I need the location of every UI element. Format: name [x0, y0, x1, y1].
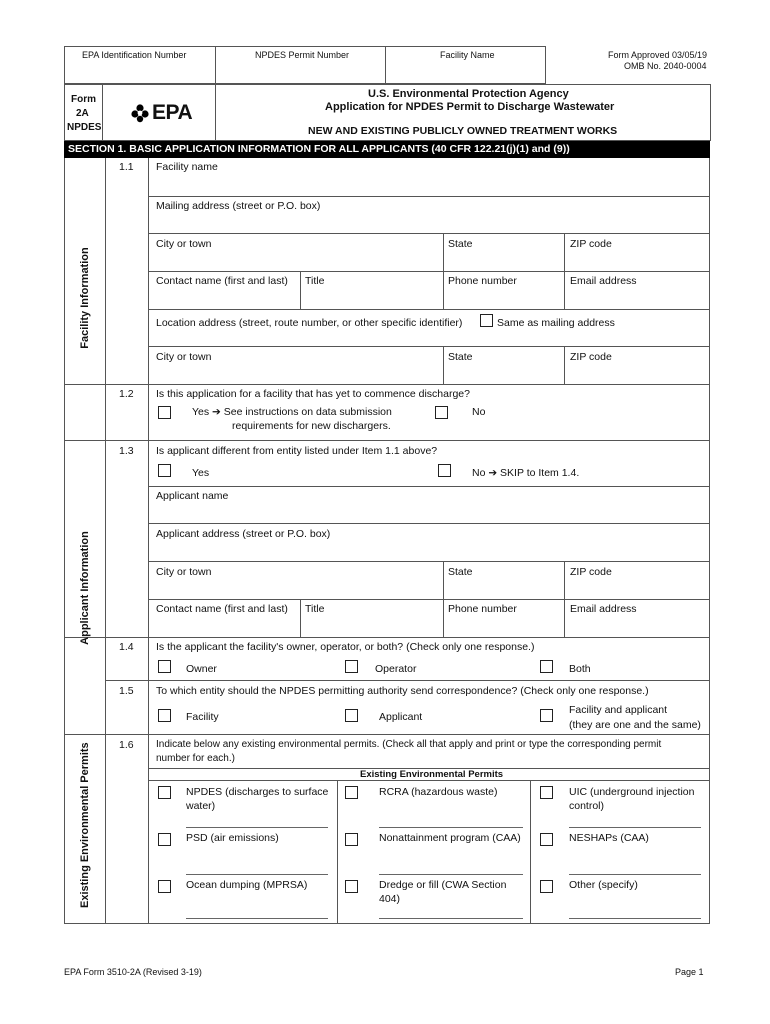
- neshaps-checkbox[interactable]: [540, 833, 553, 846]
- form-approved: Form Approved 03/05/19: [608, 50, 708, 60]
- omb-number: OMB No. 2040-0004: [624, 61, 707, 71]
- location-zip-field[interactable]: ZIP code: [570, 351, 612, 363]
- owner-label: Owner: [186, 663, 217, 675]
- side-label-applicant: Applicant Information: [79, 531, 91, 645]
- ocean-dumping-permit-number-line[interactable]: [186, 918, 328, 919]
- npdes-permit-number-line[interactable]: [186, 827, 328, 828]
- item-1-4-question: Is the applicant the facility's owner, operator, or both? (Check only one response.): [156, 641, 535, 653]
- correspondence-applicant-label: Applicant: [379, 711, 423, 723]
- neshaps-label: NESHAPs (CAA): [569, 832, 649, 844]
- nonattainment-label: Nonattainment program (CAA): [379, 832, 521, 844]
- location-city-field[interactable]: City or town: [156, 351, 212, 363]
- epa-id-label: EPA Identification Number: [82, 50, 187, 60]
- nonattainment-permit-number-line[interactable]: [379, 874, 523, 875]
- applicant-different-yes-label: Yes: [192, 467, 210, 479]
- applicant-email-field[interactable]: Email address: [570, 603, 637, 615]
- dredge-fill-label-2: 404): [379, 893, 401, 905]
- applicant-city-field[interactable]: City or town: [156, 566, 212, 578]
- item-1-6-instruction-2: number for each.): [156, 753, 235, 764]
- npdes-checkbox[interactable]: [158, 786, 171, 799]
- zip-field[interactable]: ZIP code: [570, 238, 612, 250]
- form-label-1: Form: [71, 94, 96, 105]
- permits-table-header: Existing Environmental Permits: [360, 769, 504, 780]
- rcra-permit-number-line[interactable]: [379, 827, 523, 828]
- dredge-fill-label-1: Dredge or fill (CWA Section: [379, 879, 507, 891]
- item-number-1-4: 1.4: [119, 641, 134, 653]
- npdes-permit-label: NPDES Permit Number: [255, 50, 350, 60]
- commence-yes-label-1: Yes ➔ See instructions on data submission: [192, 406, 392, 418]
- same-as-mailing-checkbox[interactable]: [480, 314, 493, 327]
- uic-permit-number-line[interactable]: [569, 827, 701, 828]
- form-label-3: NPDES: [67, 122, 102, 133]
- epa-logo-text: EPA: [152, 101, 193, 124]
- applicant-different-yes-checkbox[interactable]: [158, 464, 171, 477]
- other-permit-label: Other (specify): [569, 879, 638, 891]
- location-state-field[interactable]: State: [448, 351, 473, 363]
- applicant-state-field[interactable]: State: [448, 566, 473, 578]
- operator-checkbox[interactable]: [345, 660, 358, 673]
- operator-label: Operator: [375, 663, 417, 675]
- uic-label-1: UIC (underground injection: [569, 786, 695, 798]
- commence-no-checkbox[interactable]: [435, 406, 448, 419]
- form-label-2: 2A: [76, 108, 89, 119]
- uic-checkbox[interactable]: [540, 786, 553, 799]
- item-number-1-1: 1.1: [119, 161, 134, 173]
- item-1-3-question: Is applicant different from entity listed under Item 1.1 above?: [156, 445, 438, 457]
- correspondence-both-label-1: Facility and applicant: [569, 704, 668, 716]
- applicant-phone-field[interactable]: Phone number: [448, 603, 517, 615]
- applicant-title-field[interactable]: Title: [305, 603, 325, 615]
- dredge-fill-permit-number-line[interactable]: [379, 918, 523, 919]
- application-title: Application for NPDES Permit to Discharge Wastewater: [325, 101, 615, 113]
- item-1-2-question: Is this application for a facility that has yet to commence discharge?: [156, 388, 470, 400]
- title-field[interactable]: Title: [305, 275, 325, 287]
- ocean-dumping-checkbox[interactable]: [158, 880, 171, 893]
- commence-yes-label-2: requirements for new dischargers.: [232, 420, 391, 432]
- state-field[interactable]: State: [448, 238, 473, 250]
- correspondence-both-checkbox[interactable]: [540, 709, 553, 722]
- commence-no-label: No: [472, 406, 486, 418]
- nonattainment-checkbox[interactable]: [345, 833, 358, 846]
- epa-logo: [130, 102, 192, 124]
- applicant-contact-field[interactable]: Contact name (first and last): [156, 603, 288, 615]
- email-field[interactable]: Email address: [570, 275, 637, 287]
- footer-form-id: EPA Form 3510-2A (Revised 3-19): [64, 967, 202, 977]
- side-label-permits: Existing Environmental Permits: [79, 742, 91, 908]
- item-number-1-6: 1.6: [119, 739, 134, 751]
- agency-title: U.S. Environmental Protection Agency: [368, 88, 569, 100]
- city-field[interactable]: City or town: [156, 238, 212, 250]
- uic-label-2: control): [569, 800, 605, 812]
- dredge-fill-checkbox[interactable]: [345, 880, 358, 893]
- epa-flower-icon: [130, 103, 150, 123]
- neshaps-permit-number-line[interactable]: [569, 874, 701, 875]
- form-subtitle: NEW AND EXISTING PUBLICLY OWNED TREATMENT WORKS: [308, 125, 618, 137]
- psd-permit-number-line[interactable]: [186, 874, 328, 875]
- other-permit-number-line[interactable]: [569, 918, 701, 919]
- footer-page-number: Page 1: [675, 967, 704, 977]
- applicant-name-field[interactable]: Applicant name: [156, 490, 229, 502]
- facility-name-label: Facility Name: [440, 50, 495, 60]
- item-1-6-instruction-1: Indicate below any existing environmental permits. (Check all that apply and print or type the corresponding permit: [156, 739, 662, 750]
- correspondence-applicant-checkbox[interactable]: [345, 709, 358, 722]
- item-number-1-5: 1.5: [119, 685, 134, 697]
- owner-checkbox[interactable]: [158, 660, 171, 673]
- applicant-different-no-checkbox[interactable]: [438, 464, 451, 477]
- same-as-mailing-label: Same as mailing address: [497, 317, 615, 329]
- applicant-different-no-label: No ➔ SKIP to Item 1.4.: [472, 467, 580, 479]
- both-label: Both: [569, 663, 591, 675]
- facility-name-field[interactable]: Facility name: [156, 161, 218, 173]
- applicant-zip-field[interactable]: ZIP code: [570, 566, 612, 578]
- location-address-field[interactable]: Location address (street, route number, or other specific identifier): [156, 317, 463, 329]
- phone-field[interactable]: Phone number: [448, 275, 517, 287]
- item-number-1-2: 1.2: [119, 388, 134, 400]
- applicant-address-field[interactable]: Applicant address (street or P.O. box): [156, 528, 331, 540]
- psd-checkbox[interactable]: [158, 833, 171, 846]
- ocean-dumping-label: Ocean dumping (MPRSA): [186, 879, 308, 891]
- correspondence-facility-checkbox[interactable]: [158, 709, 171, 722]
- contact-name-field[interactable]: Contact name (first and last): [156, 275, 288, 287]
- psd-label: PSD (air emissions): [186, 832, 279, 844]
- mailing-address-field[interactable]: Mailing address (street or P.O. box): [156, 200, 321, 212]
- correspondence-both-label-2: (they are one and the same): [569, 719, 701, 731]
- correspondence-facility-label: Facility: [186, 711, 219, 723]
- item-number-1-3: 1.3: [119, 445, 134, 457]
- rcra-label: RCRA (hazardous waste): [379, 786, 498, 798]
- npdes-label-2: water): [186, 800, 216, 812]
- both-checkbox[interactable]: [540, 660, 553, 673]
- other-permit-checkbox[interactable]: [540, 880, 553, 893]
- item-1-5-question: To which entity should the NPDES permitting authority send correspondence? (Check only one response.): [156, 685, 649, 697]
- side-label-facility: Facility Information: [79, 247, 91, 349]
- commence-yes-checkbox[interactable]: [158, 406, 171, 419]
- npdes-label-1: NPDES (discharges to surface: [186, 786, 329, 798]
- rcra-checkbox[interactable]: [345, 786, 358, 799]
- section-1-title: SECTION 1. BASIC APPLICATION INFORMATION FOR ALL APPLICANTS (40 CFR 122.21(j)(1) and (9)): [68, 143, 570, 155]
